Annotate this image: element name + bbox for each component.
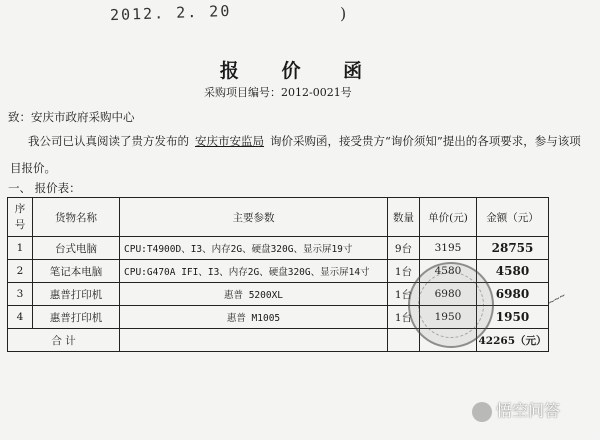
row-seq: 1: [8, 237, 33, 260]
row-qty: 9台: [388, 237, 420, 260]
row-unit-price: 6980: [420, 283, 477, 306]
row-seq: 4: [8, 306, 33, 329]
intro-org: 安庆市安监局: [195, 134, 264, 148]
row-name: 笔记本电脑: [33, 260, 120, 283]
header-params: 主要参数: [120, 198, 388, 237]
row-seq: 3: [8, 283, 33, 306]
handwritten-date: 2012. 2. 20: [109, 1, 232, 25]
watermark-text: 悟空问答: [496, 401, 561, 420]
row-params: 惠普 5200XL: [120, 283, 388, 306]
section-heading: 一、 报价表：: [8, 181, 81, 195]
header-amount: 金额（元）: [477, 198, 549, 237]
intro-after: 询价采购函，接受贵方“询价须知”提出的各项要求，参与该项目报价。: [10, 134, 581, 175]
row-amount: 6980: [477, 283, 549, 306]
row-unit-price: 3195: [420, 237, 477, 260]
official-seal-stamp: [408, 262, 494, 348]
intro-paragraph: [10, 128, 585, 182]
row-amount: 4580: [477, 260, 549, 283]
total-params-empty: [120, 329, 388, 352]
total-value: 42265（元）: [477, 329, 549, 352]
row-qty: 1台: [388, 306, 420, 329]
document-title: 报 价 函: [219, 60, 381, 82]
table-header-row: [8, 198, 549, 237]
row-name: 惠普打印机: [33, 306, 120, 329]
header-seq: 序 号: [8, 198, 33, 237]
row-params: CPU:T4900D、I3、内存2G、硬盘320G、显示屏19寸: [120, 237, 388, 260]
header-name: 货物名称: [33, 198, 120, 237]
margin-scribble: ~~~: [546, 290, 568, 309]
intro-before: 我公司已认真阅读了贵方发布的: [28, 134, 189, 148]
watermark-logo-icon: [472, 402, 492, 422]
row-qty: 1台: [388, 283, 420, 306]
row-amount: 28755: [477, 237, 549, 260]
table-row: [8, 237, 549, 260]
row-params: 惠普 M1005: [120, 306, 388, 329]
row-name: 惠普打印机: [33, 283, 120, 306]
row-qty: 1台: [388, 260, 420, 283]
handwritten-mark: ): [340, 4, 347, 23]
row-unit-price: 4580: [420, 260, 477, 283]
row-amount: 1950: [477, 306, 549, 329]
row-unit-price: 1950: [420, 306, 477, 329]
row-seq: 2: [8, 260, 33, 283]
header-qty: 数量: [388, 198, 420, 237]
total-qty-empty: [388, 329, 420, 352]
watermark: [472, 398, 560, 422]
row-name: 台式电脑: [33, 237, 120, 260]
row-params: CPU:G470A IFI、I3、内存2G、硬盘320G、显示屏14寸: [120, 260, 388, 283]
total-label: 合 计: [8, 329, 120, 352]
addressee: 致：安庆市政府采购中心: [8, 110, 135, 124]
project-serial-number: 采购项目编号：2012-0021号: [204, 86, 352, 99]
header-unit-price: 单价(元): [420, 198, 477, 237]
